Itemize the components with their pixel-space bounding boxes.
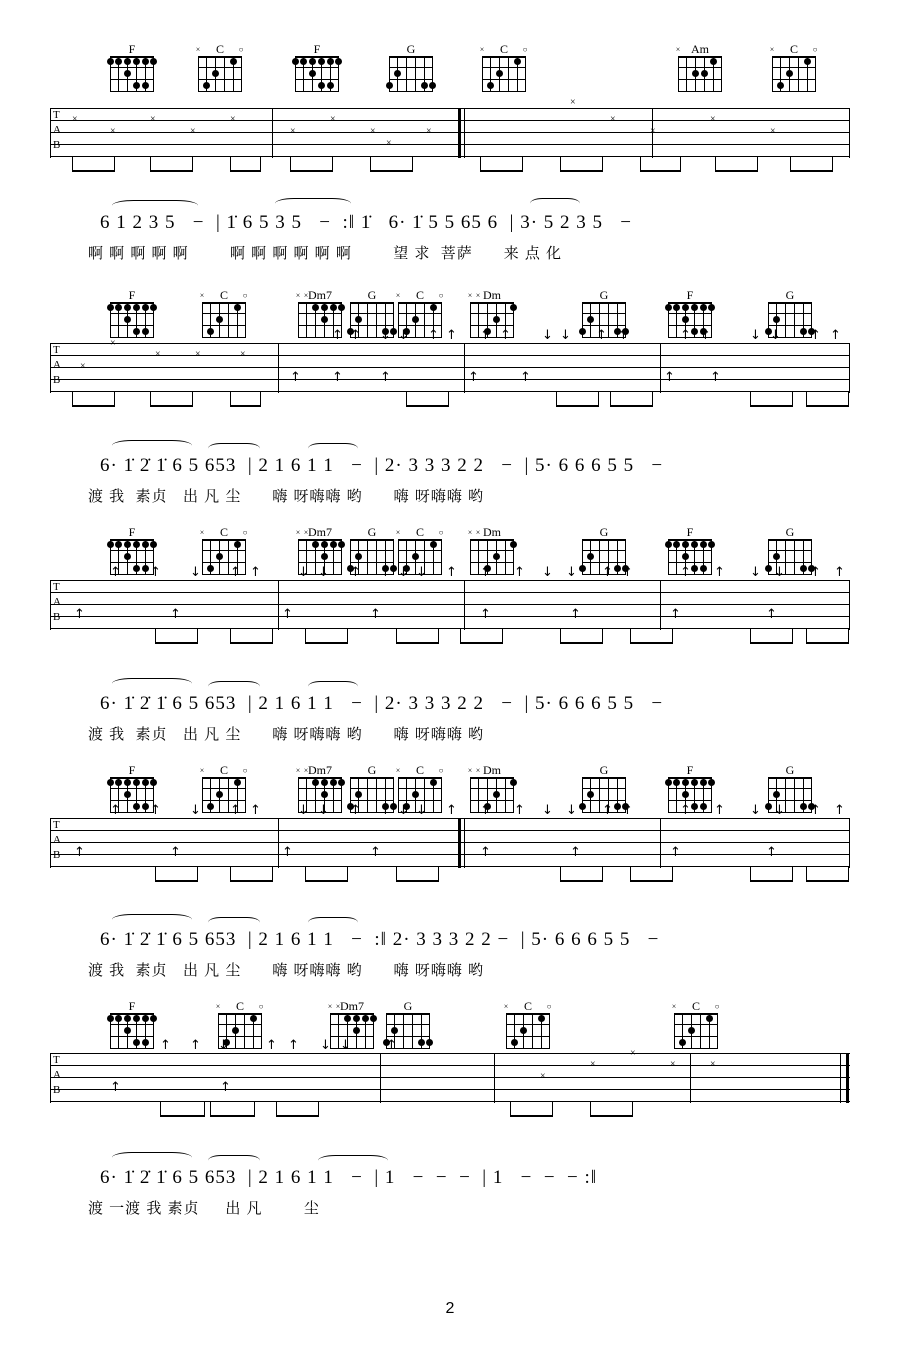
slur <box>308 443 358 454</box>
chord-name: F <box>128 42 136 56</box>
chord-name: G <box>367 288 377 302</box>
chord-diagram <box>104 42 160 92</box>
chord-grid <box>479 45 528 92</box>
slur <box>112 440 192 451</box>
slur <box>208 1155 260 1166</box>
chord-diagram <box>672 42 728 92</box>
chord-name: F <box>313 42 321 56</box>
chord-name: G <box>785 763 795 777</box>
slur <box>208 681 260 692</box>
open-marker: ○ <box>522 45 528 54</box>
chord-diagram <box>668 999 724 1049</box>
slur <box>112 678 192 689</box>
chord-name: C <box>691 999 700 1013</box>
chord-name: F <box>686 525 694 539</box>
chord-name: Dm7 <box>308 288 332 302</box>
chord-name: C <box>219 288 228 302</box>
lyric-line: 啊 啊 啊 啊 啊 啊 啊 啊 啊 啊 啊 望 求 菩萨 来 点 化 <box>88 245 563 262</box>
chord-diagram <box>192 42 248 92</box>
chord-name: Am <box>691 42 709 56</box>
chord-name: G <box>367 525 377 539</box>
slur <box>112 1152 192 1163</box>
slur <box>308 917 358 928</box>
chord-grid: × ○ <box>202 777 246 813</box>
chord-name: G <box>599 288 609 302</box>
notation-line: 6· 1̇ 2̇ 1̇ 6 5 653 | 2 1 6 1 1 − | 2· 3 3 3 2 2 − | 5· 6 6 6 5 5 − <box>100 455 664 476</box>
chord-name: Dm <box>483 288 501 302</box>
chord-grid <box>769 45 818 92</box>
chord-grid: × × <box>470 539 514 575</box>
chord-diagram <box>464 525 520 575</box>
chord-grid: × ○ <box>202 539 246 575</box>
tab-clef: T A B <box>53 1054 61 1096</box>
tab-staff: T A B ↑ ↑ ↓ ↑ ↑ ↓ ↓ ↑ ↑ ↑ × × × × × <box>50 1053 850 1103</box>
chord-grid: × ○ <box>674 1013 718 1049</box>
chord-name: F <box>128 525 136 539</box>
tab-staff: T A B ↑ ↑ ↓ ↑ ↑ ↓ ↓ ↑ ↑ ↓ ↓ ↑ ↑ ↑ ↓ ↓ ↑ ↑ ↑ ↑ ↓ ↓ ↑ ↑ ↑ ↑ ↑ ↑ ↑ ↑ ↑ ↑ <box>50 580 850 630</box>
tab-clef: T A B <box>53 581 61 623</box>
chord-grid <box>295 56 339 92</box>
tab-clef: T A B <box>53 819 61 861</box>
notation-line: 6· 1̇ 2̇ 1̇ 6 5 653 | 2 1 6 1 1 − | 2· 3 3 3 2 2 − | 5· 6 6 6 5 5 − <box>100 693 664 714</box>
chord-name: G <box>599 763 609 777</box>
chord-grid: × ○ <box>398 302 442 338</box>
chord-name: Dm <box>483 763 501 777</box>
chord-diagram <box>104 999 160 1049</box>
slur <box>112 200 198 211</box>
tab-staff: T A B ↑ ↑ ↓ ↑ ↑ ↓ ↓ ↑ ↑ ↓ ↓ ↑ ↑ ↑ ↓ ↓ ↑ ↑ ↑ ↑ ↓ ↓ ↑ ↑ ↑ ↑ ↑ ↑ ↑ ↑ ↑ ↑ <box>50 818 850 868</box>
chord-name: G <box>785 288 795 302</box>
chord-name: C <box>415 525 424 539</box>
mute-marker: × <box>195 45 201 54</box>
tab-staff: T A B × × × × × ↑ ↑ ↓ ↓ ↑ ↑ ↑ ↑ ↓ ↓ ↑ ↑ ↑ ↑ ↓ ↓ ↑ ↑ ↑ ↑ ↑ ↑ ↑ ↑ ↑ <box>50 343 850 393</box>
chord-name: Dm7 <box>340 999 364 1013</box>
chord-diagram <box>196 525 252 575</box>
chord-grid <box>110 1013 154 1049</box>
slur <box>208 917 260 928</box>
chord-diagram <box>289 42 345 92</box>
notation-line: 6· 1̇ 2̇ 1̇ 6 5 653 | 2 1 6 1 1 − :‖ 2· 3 3 3 2 2 − | 5· 6 6 6 5 5 − <box>100 929 660 950</box>
lyric-line: 渡 我 素贞 出 凡 尘 嗨 呀嗨嗨 哟 嗨 呀嗨嗨 哟 <box>88 488 485 505</box>
chord-name: F <box>128 999 136 1013</box>
chord-grid <box>110 56 154 92</box>
chord-diagram <box>464 763 520 813</box>
chord-name: C <box>415 288 424 302</box>
chord-name: F <box>686 288 694 302</box>
tab-clef: T A B <box>53 109 61 151</box>
chord-grid: × ○ <box>398 777 442 813</box>
chord-name: G <box>406 42 416 56</box>
chord-name: Dm7 <box>308 525 332 539</box>
chord-grid <box>389 56 433 92</box>
chord-name: C <box>215 42 224 56</box>
chord-grid: × ○ <box>506 1013 550 1049</box>
mute-marker: × <box>769 45 775 54</box>
lyric-line: 渡 我 素贞 出 凡 尘 嗨 呀嗨嗨 哟 嗨 呀嗨嗨 哟 <box>88 962 485 979</box>
chord-diagram <box>383 42 439 92</box>
notation-line: 6· 1̇ 2̇ 1̇ 6 5 653 | 2 1 6 1 1 − | 1 − − − | 1 − − − :‖ <box>100 1167 598 1188</box>
slur <box>275 198 351 209</box>
chord-name: G <box>599 525 609 539</box>
chord-name: C <box>219 525 228 539</box>
open-marker: ○ <box>238 45 244 54</box>
page-number: 2 <box>445 1300 455 1317</box>
chord-name: C <box>219 763 228 777</box>
chord-name: F <box>128 763 136 777</box>
chord-grid: × ○ <box>398 539 442 575</box>
slur <box>208 443 260 454</box>
chord-name: F <box>686 763 694 777</box>
slur <box>308 681 358 692</box>
chord-name: G <box>785 525 795 539</box>
chord-name: Dm7 <box>308 763 332 777</box>
chord-diagram <box>476 42 532 92</box>
tab-staff: T A B × × × × × × × × × × × × × × × <box>50 108 850 158</box>
chord-grid: × × <box>298 302 342 338</box>
lyric-line: 渡 我 素贞 出 凡 尘 嗨 呀嗨嗨 哟 嗨 呀嗨嗨 哟 <box>88 726 485 743</box>
chord-name: G <box>367 763 377 777</box>
chord-name: C <box>415 763 424 777</box>
chord-grid <box>195 45 244 92</box>
chord-diagram <box>500 999 556 1049</box>
chord-grid <box>110 302 154 338</box>
chord-grid: × × <box>470 777 514 813</box>
chord-name: C <box>499 42 508 56</box>
notation-line: 6 1 2 3 5 − | 1̇ 6 5 3 5 − :‖ 1̇ 6· 1̇ 5 5 65 6 | 3· 5 2 3 5 − <box>100 212 633 233</box>
chord-grid: × × <box>330 1013 374 1049</box>
tab-clef: T A B <box>53 344 61 386</box>
slur <box>112 914 192 925</box>
chord-grid: × × <box>470 302 514 338</box>
chord-name: C <box>235 999 244 1013</box>
chord-name: C <box>789 42 798 56</box>
chord-diagram <box>464 288 520 338</box>
chord-diagram <box>104 288 160 338</box>
chord-diagram <box>196 288 252 338</box>
mute-marker: × <box>479 45 485 54</box>
mute-marker: × <box>675 45 681 54</box>
lyric-line: 渡 一渡 我 素贞 出 凡 尘 <box>88 1200 320 1217</box>
chord-name: G <box>403 999 413 1013</box>
chord-grid: × × <box>298 539 342 575</box>
chord-name: F <box>128 288 136 302</box>
chord-diagram <box>766 42 822 92</box>
chord-diagram <box>324 999 380 1049</box>
chord-name: C <box>523 999 532 1013</box>
chord-name: Dm <box>483 525 501 539</box>
chord-grid: × ○ <box>218 1013 262 1049</box>
slur <box>318 1155 388 1166</box>
open-marker: ○ <box>812 45 818 54</box>
chord-diagram <box>196 763 252 813</box>
chord-grid: × ○ <box>202 302 246 338</box>
chord-grid: × × <box>298 777 342 813</box>
slur <box>530 198 580 209</box>
